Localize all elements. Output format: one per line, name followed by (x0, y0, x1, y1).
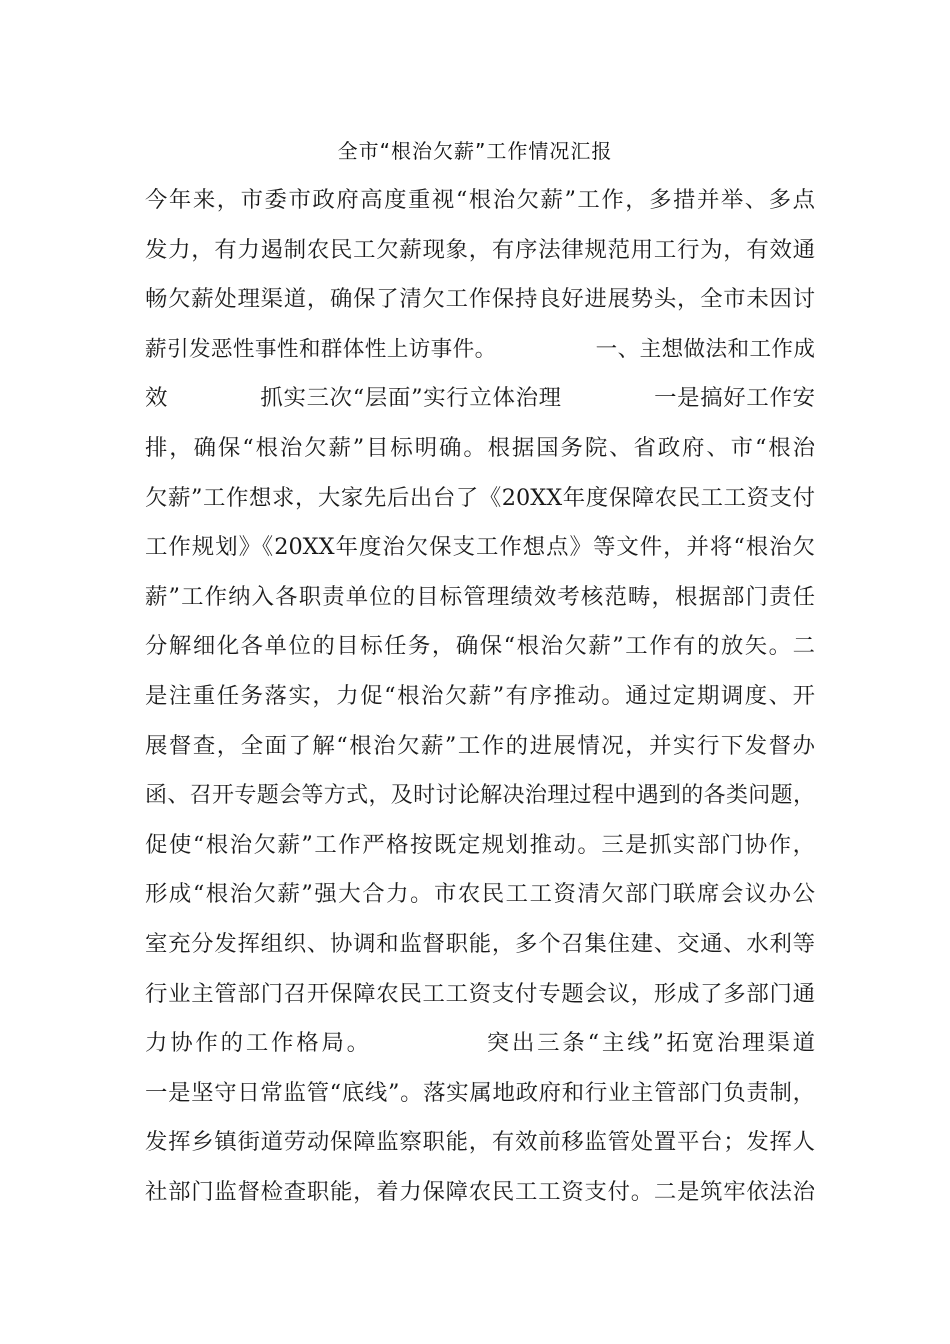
text-line: 排，确保“根治欠薪”目标明确。根据国务院、省政府、市“根治 (145, 434, 815, 461)
text-line: 薪”工作纳入各职责单位的目标管理绩效考核范畴，根据部门责任 (145, 583, 815, 610)
text-line: 发挥乡镇街道劳动保障监察职能，有效前移监管处置平台；发挥人 (145, 1129, 815, 1156)
text-line: 发力，有力遏制农民工欠薪现象，有序法律规范用工行为，有效通 (145, 236, 815, 263)
text-line: 社部门监督检查职能，着力保障农民工工资支付。二是筑牢依法治 (145, 1178, 815, 1205)
text-line: 展督查，全面了解“根治欠薪”工作的进展情况，并实行下发督办 (145, 732, 815, 759)
text-line: 函、召开专题会等方式，及时讨论解决治理过程中遇到的各类问题， (145, 783, 815, 809)
text-line: 形成“根治欠薪”强大合力。市农民工工资清欠部门联席会议办公 (145, 881, 815, 908)
text-line: 欠薪”工作想求，大家先后出台了《20XX年度保障农民工工资支付 (145, 484, 815, 511)
text-line: 促使“根治欠薪”工作严格按既定规划推动。三是抓实部门协作， (145, 831, 815, 858)
text-line: 工作规划》《20XX年度治欠保支工作想点》等文件，并将“根治欠 (145, 534, 815, 561)
text-line: 行业主管部门召开保障农民工工资支付专题会议，形成了多部门通 (145, 980, 815, 1007)
text-line: 分解细化各单位的目标任务，确保“根治欠薪”工作有的放矢。二 (145, 633, 815, 660)
text-line: 力协作的工作格局。 突出三条“主线”拓宽治理渠道 (145, 1030, 815, 1057)
text-line: 一是坚守日常监管“底线”。落实属地政府和行业主管部门负责制， (145, 1079, 815, 1106)
text-line: 是注重任务落实，力促“根治欠薪”有序推动。通过定期调度、开 (145, 682, 815, 709)
document-body (145, 178, 815, 1219)
text-line: 今年来，市委市政府高度重视“根治欠薪”工作，多措并举、多点 (145, 187, 815, 213)
text-line: 室充分发挥组织、协调和监督职能，多个召集住建、交通、水利等 (145, 930, 815, 957)
text-line: 畅欠薪处理渠道，确保了清欠工作保持良好进展势头，全市未因讨 (145, 286, 815, 313)
text-line: 薪引发恶性事性和群体性上访事件。 一、主想做法和工作成 (145, 336, 815, 362)
document-title: 全市“根治欠薪”工作情况汇报 (337, 139, 613, 163)
text-line: 效 抓实三次“层面”实行立体治理 一是搞好工作安 (145, 385, 815, 412)
